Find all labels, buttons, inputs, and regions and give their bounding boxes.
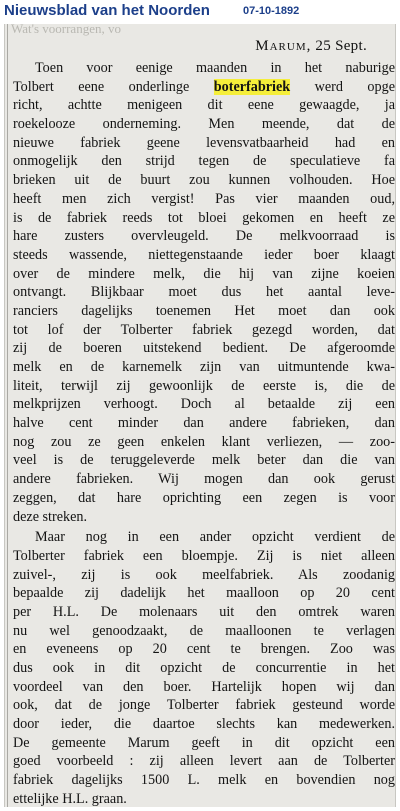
text-line: melkprijzen verhoogt. Doch al betaalde zij een: [13, 396, 395, 413]
text-line: steeds wassende, niettegenstaande ieder boer klaagt: [13, 246, 395, 263]
text-line: brieken uit de buurt zou kunnen volhouden. Hoe: [13, 172, 395, 189]
text-line: door ieder, die daartoe slechts kan medewerken.: [13, 716, 395, 733]
previous-article-bleed: Wat's voorrangen, vo: [11, 24, 121, 36]
text-line: bepaalde zij dadelijk het maalloon op 20 cent: [13, 585, 395, 602]
text-line: ranciers dagelijks toenemen Het moet dan ook: [13, 302, 395, 319]
text-line: veel is de teruggeleverde melk beter dan die van: [13, 452, 395, 469]
text-line: melk en de karnemelk zijn van uitmuntende kwa-: [13, 359, 395, 375]
text-line: goed voorbeeld : zij alleen levert aan de Tolberter: [13, 753, 395, 770]
text-line: voordeel van den boer. Hartelijk hopen wij dan: [13, 678, 395, 695]
newspaper-clipping: [4, 24, 396, 807]
text-line: fabriek dagelijks 1500 L. melk en bovendien nog: [13, 772, 395, 789]
text-line: per H.L. De molenaars uit den omtrek waren: [13, 603, 395, 620]
text-line: Maar nog in een ander opzicht verdient de: [35, 529, 395, 546]
column-rule: [7, 24, 8, 807]
text-segment: Tolbert eene onderlinge: [13, 78, 190, 95]
text-line: zij de boeren uitstekend bedient. De afgeroomde: [13, 340, 395, 357]
newspaper-title: Nieuwsblad van het Noorden: [4, 2, 210, 19]
text-line: Tolberter fabriek een bloempje. Zij is niet alleen: [13, 547, 395, 564]
dateline-place: Marum,: [255, 38, 312, 54]
text-line: deze streken.: [13, 508, 88, 525]
clipping-header: [0, 0, 400, 24]
article-dateline: [255, 38, 367, 55]
text-line: hare zusters overvleugeld. De melkvoorraad is: [13, 228, 395, 245]
text-line: richt, achtte menigeen dit eene gewaagde, ja: [13, 97, 395, 114]
text-line: zuivel-, zij is ook meelfabriek. Als zoodanig: [13, 566, 395, 583]
text-line: en eveneens op 20 cent te brengen. Zoo was: [13, 641, 395, 658]
dateline-date: 25 Sept.: [315, 38, 367, 54]
text-line: tot lof der Tolberter fabriek gezegd worden, dat: [13, 321, 395, 338]
text-line: zeggen, dat hare oprichting een zegen is voor: [13, 489, 395, 506]
text-line: heeft men zich vergist! Pas vier maanden oud,: [13, 190, 395, 207]
text-line: ook, dat de jonge Tolberter fabriek gesteund worde: [13, 697, 395, 714]
text-line: nu wel genoodzaakt, de maalloonen te verlagen: [13, 622, 395, 639]
text-line: onmogelijk den strijd tegen de speculatieve fa: [13, 153, 395, 170]
text-line: nieuwe fabriek geene levensvatbaarheid had en: [13, 134, 395, 151]
text-line: De gemeente Marum geeft in dit opzicht een: [13, 734, 395, 751]
highlighted-search-term: boterfabriek: [213, 78, 291, 95]
text-line: ontvangt. Blijkbaar moet dus het aantal leve-: [13, 284, 395, 301]
text-line: liteit, terwijl zij gewoonlijk de eerste is, die de: [13, 377, 395, 394]
article-body: [13, 59, 395, 807]
text-line: andere fabrieken. Wij mogen dan ook gerust: [13, 471, 395, 488]
text-line: over de mindere melk, die hij van zijne koeien: [13, 265, 395, 282]
publication-date: 07-10-1892: [243, 5, 300, 17]
text-line: ettelijke H.L. graan.: [13, 790, 127, 807]
text-line: nog zou ze geen enkelen klant verliezen, — zoo-: [13, 433, 395, 450]
text-line: roekelooze onderneming. Men meende, dat de: [13, 116, 395, 133]
text-line: [13, 78, 395, 97]
text-segment: werd opge: [314, 78, 395, 95]
text-line: is de fabriek reeds tot bloei gekomen en heeft ze: [13, 209, 395, 226]
text-line: halve cent minder dan andere fabrieken, dan: [13, 415, 395, 432]
text-line: dus ook in dit opzicht de concurrentie in het: [13, 660, 395, 676]
article-paragraph-2: [13, 528, 395, 807]
text-line: Toen voor eenige maanden in het naburige: [35, 60, 395, 76]
article-paragraph-1: [13, 59, 395, 526]
